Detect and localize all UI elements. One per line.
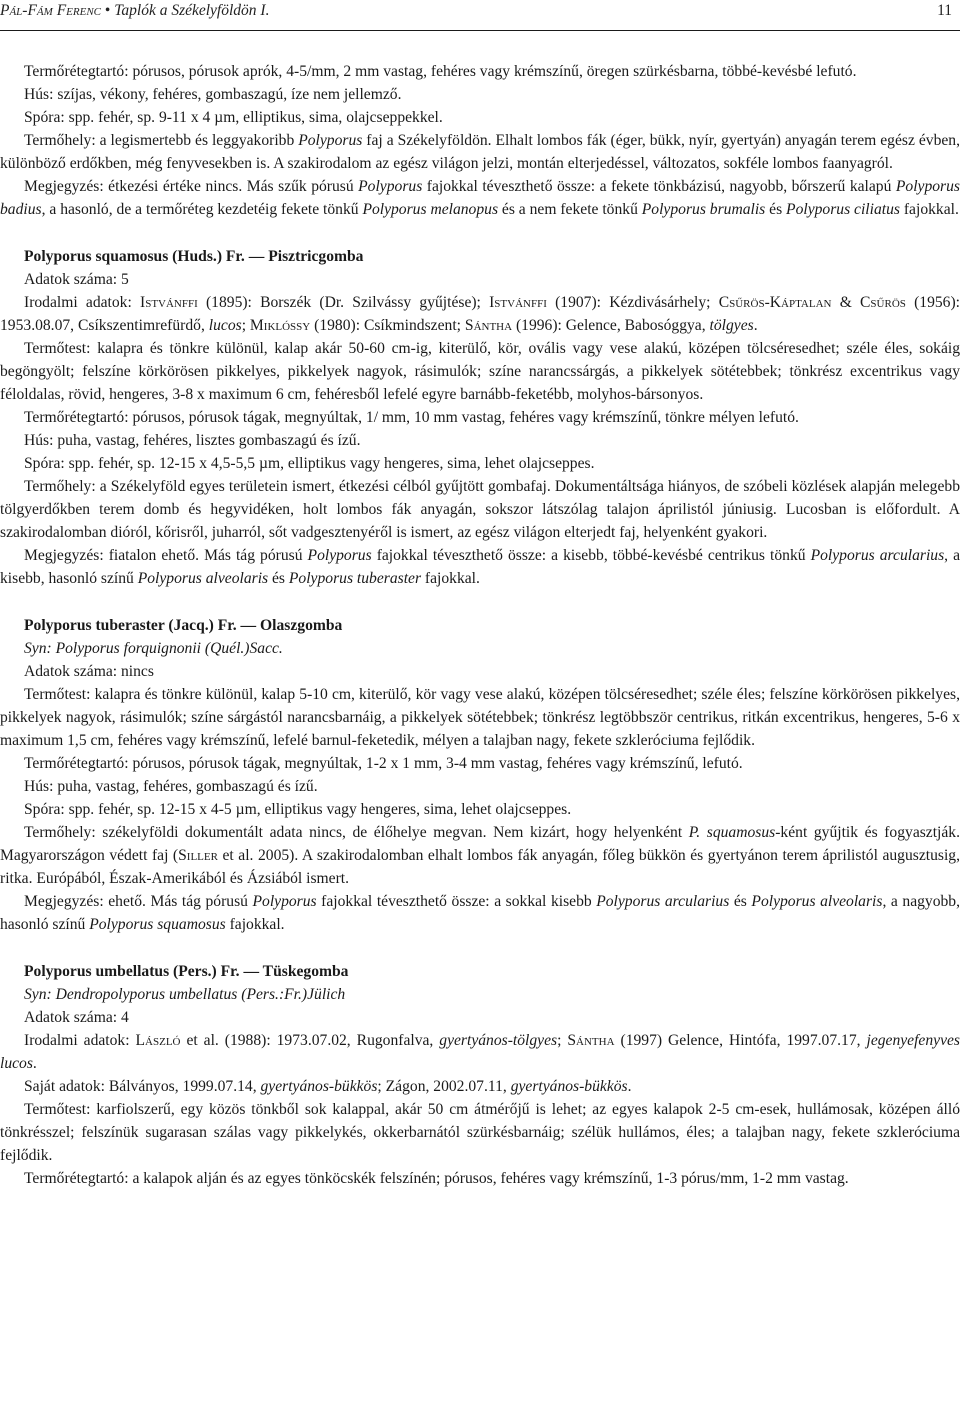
- habitat: gyertyános-bükkös: [260, 1078, 378, 1095]
- text: et al. 2005). A szakirodalomban elhalt lombos fák anyagán, főleg bükkön és gyertyánon terem áprilistól augusztusig, ritka. Európából, Észak-Amerikából és Ázsiából ismert.: [0, 847, 960, 887]
- paragraph-termotest: [0, 1098, 960, 1167]
- label: Spóra: [24, 801, 61, 818]
- paragraph-irodalmi: [0, 1029, 960, 1075]
- text: .: [627, 1078, 632, 1095]
- habitat: tölgyes: [709, 317, 754, 334]
- label: Spóra: [24, 109, 61, 126]
- paragraph-termoreteg: [0, 406, 960, 429]
- text: ;: [557, 1032, 568, 1049]
- text: : Bálványos, 1999.07.14,: [100, 1078, 261, 1095]
- paragraph-termotest: [0, 683, 960, 752]
- text: (1980): Csíkmindszent;: [310, 317, 465, 334]
- text: : étkezési értéke nincs. Más szűk pórusú: [99, 178, 359, 195]
- species-heading-tuberaster: Polyporus tuberaster (Jacq.) Fr. — Olaszgomba: [24, 617, 343, 634]
- text: : szíjas, vékony, fehéres, gombaszagú, íze nem jellemző.: [49, 86, 402, 103]
- author-name: Sántha: [464, 317, 513, 334]
- species-name: P. squamosus: [688, 824, 776, 841]
- species-name: Polyporus brumalis: [641, 201, 766, 218]
- text: fajokkal.: [225, 916, 285, 933]
- text: : puha, vastag, fehéres, lisztes gombaszagú és ízű.: [49, 432, 361, 449]
- label: Adatok száma: [24, 663, 113, 680]
- species-name: Polyporus: [298, 132, 363, 149]
- text: : karfiolszerű, egy közös tönkből sok kalappal, akár 50 cm átmérőjű is lehet; az egyes kalapok 2-5 cm-esek, hullámosak, középen álló tönkrésszel; felszínük sugarasan szálas vagy pikkelykés, okkerbarnától szürkésbarnáig; szélük hullámos, éles; a talajban nagy, fekete szkleróciuma fejlődik.: [0, 1101, 960, 1164]
- paragraph-hus: [0, 83, 960, 106]
- paragraph-adatok: [0, 1006, 960, 1029]
- text: fajokkal téveszthető össze: a kisebb, többé-kevésbé centrikus tönkű: [371, 547, 811, 564]
- paragraph-adatok: [0, 660, 960, 683]
- section-gap: [0, 936, 960, 960]
- text: és: [268, 570, 289, 587]
- text: : nincs: [112, 663, 154, 680]
- text: :: [125, 1032, 136, 1049]
- text: : pórusos, pórusok tágak, megnyúltak, 1-2 x 1 mm, 3-4 mm vastag, fehéres vagy krémszínű, lefutó.: [124, 755, 743, 772]
- header-author: Pál-Fám Ferenc: [0, 2, 101, 19]
- author-name: Csűrös-Káptalan & Csűrös: [718, 294, 906, 311]
- label: Megjegyzés: [24, 178, 100, 195]
- species-name: Polyporus: [252, 893, 317, 910]
- text: (1996): Gelence, Babosóggya,: [512, 317, 710, 334]
- text: és: [729, 893, 752, 910]
- text: :: [127, 294, 141, 311]
- text: : kalapra és tönkre különül, kalap akár 50-60 cm-ig, kiterülő, kör, ovális vagy vese alakú, középen tölcséresedhet; széle éles, sokáig begöngyölt; felszíne körkörösen pikkelyes, pikkelyek nagyok, rásimulók; színe narancssárgás, a pikkelyek sötétebbek; tönkrész excentrikus vagy féloldalas, rövid, hengeres, 3-8 x maximum 6 cm, fehéresből lefelé egyre barnább-feketébb, molyhos-bársonyos.: [0, 340, 960, 403]
- species-name: Polyporus tuberaster: [288, 570, 422, 587]
- text: (1895): Borszék (Dr. Szilvássy gyűjtése);: [197, 294, 490, 311]
- author-name: Siller: [178, 847, 218, 864]
- species-name: Polyporus alveolaris: [751, 893, 883, 910]
- text: fajokkal.: [899, 201, 959, 218]
- author-name: Istvánffi: [489, 294, 547, 311]
- paragraph-irodalmi: [0, 291, 960, 337]
- species-name: Polyporus alveolaris: [137, 570, 269, 587]
- text: (1907): Kézdivásárhely;: [546, 294, 719, 311]
- species-heading-squamosus: Polyporus squamosus (Huds.) Fr. — Pisztricgomba: [24, 248, 364, 265]
- text: : 5: [112, 271, 129, 288]
- paragraph-termotest: [0, 337, 960, 406]
- label: Termőhely: [24, 824, 92, 841]
- label: Megjegyzés: [24, 893, 100, 910]
- paragraph-termoreteg: [0, 60, 960, 83]
- paragraph-sajat: [0, 1075, 960, 1098]
- species-name: Polyporus: [358, 178, 423, 195]
- header-rule: [0, 30, 960, 31]
- paragraph-adatok: [0, 268, 960, 291]
- text: fajokkal.: [421, 570, 480, 587]
- synonym: [0, 637, 960, 660]
- text: : 4: [112, 1009, 129, 1026]
- paragraph-termoreteg: [0, 1167, 960, 1190]
- label: Irodalmi adatok: [24, 1032, 126, 1049]
- label: Spóra: [24, 455, 61, 472]
- text: : a kalapok alján és az egyes tönköcskék felszínén; pórusos, fehéres vagy krémszínű, 1-3 pórus/mm, 1-2 mm vastag.: [124, 1170, 849, 1187]
- label: Hús: [24, 86, 50, 103]
- paragraph-megjegyzes: [0, 544, 960, 590]
- species-name: Polyporus: [307, 547, 372, 564]
- paragraph-termoreteg: [0, 752, 960, 775]
- text: .: [753, 317, 758, 334]
- label: Termőrétegtartó: [24, 63, 125, 80]
- label: Termőrétegtartó: [24, 1170, 125, 1187]
- author-name: Istvánffi: [140, 294, 198, 311]
- page-number: 11: [937, 2, 952, 19]
- text: , a nagyobb, hasonló színű: [0, 893, 960, 933]
- paragraph-termohely: [0, 475, 960, 544]
- author-name: Sántha: [567, 1032, 615, 1049]
- text: fajokkal téveszthető össze: a fekete tönkbázisú, nagyobb, bőrszerű kalapú: [422, 178, 896, 195]
- habitat: lucos: [208, 317, 242, 334]
- text: és: [765, 201, 787, 218]
- text: et al. (1988): 1973.07.02, Rugonfalva,: [180, 1032, 440, 1049]
- species-name: Polyporus arcularius: [810, 547, 945, 564]
- label: Termőrétegtartó: [24, 755, 125, 772]
- label: Termőtest: [24, 1101, 87, 1118]
- label: Termőhely: [24, 132, 92, 149]
- label: Adatok száma: [24, 271, 113, 288]
- label: Termőhely: [24, 478, 92, 495]
- paragraph-megjegyzes: [0, 890, 960, 936]
- paragraph-spora: [0, 798, 960, 821]
- running-header: [0, 0, 960, 22]
- species-name: Polyporus badius: [0, 178, 960, 218]
- text: : pórusos, pórusok tágak, megnyúltak, 1/ mm, 10 mm vastag, fehéres vagy krémszínű, tönkre mélyen lefutó.: [124, 409, 799, 426]
- text: ;: [241, 317, 250, 334]
- text: : puha, vastag, fehéres, gombaszagú és ízű.: [49, 778, 318, 795]
- author-name: László: [135, 1032, 181, 1049]
- page-body: [0, 60, 960, 1190]
- label: Adatok száma: [24, 1009, 113, 1026]
- paragraph-termohely: [0, 129, 960, 175]
- paragraph-spora: [0, 452, 960, 475]
- text: (1997) Gelence, Hintófa, 1997.07.17,: [614, 1032, 867, 1049]
- species-name: Polyporus melanopus: [362, 201, 499, 218]
- text: (1956): 1953.08.07, Csíkszentimrefürdő,: [0, 294, 960, 334]
- paragraph-spora: [0, 106, 960, 129]
- species-name: Polyporus squamosus: [89, 916, 226, 933]
- text: : spp. fehér, sp. 9-11 x 4 µm, elliptikus, sima, olajcseppekkel.: [60, 109, 443, 126]
- text: fajokkal téveszthető össze: a sokkal kisebb: [316, 893, 597, 910]
- text: , a kisebb, hasonló színű: [0, 547, 960, 587]
- text: : a legismertebb és leggyakoribb: [91, 132, 299, 149]
- header-book-title: Taplók a Székelyföldön I.: [114, 2, 270, 19]
- label: Hús: [24, 778, 50, 795]
- label: Hús: [24, 432, 50, 449]
- synonym-text: Syn: Polyporus forquignonii (Quél.)Sacc.: [24, 640, 283, 657]
- text: : székelyföldi dokumentált adata nincs, de élőhelye megvan. Nem kizárt, hogy helyenként: [91, 824, 689, 841]
- text: : a Székelyföld egyes területein ismert, étkezési célból gyűjtött gombafaj. Dokumentáltsága hiányos, de szóbeli közlések alapján melegebb tölgyerdőkben terem domb és hegyvidéken, holt lombos fák anyagán, sokszor látszólag talajon áprilistól júniusig. Lucosban is előfordult. A szakirodalomban dióról, kőrisről, juharról, sőt vadgesztenyéről is ismert, az egész világon elterjedt faj, helyenként gyakori.: [0, 478, 960, 541]
- text: .: [32, 1055, 37, 1072]
- text: : pórusos, pórusok aprók, 4-5/mm, 2 mm vastag, fehéres vagy krémszínű, öregen szürkésbarna, többé-kevésbé lefutó.: [124, 63, 857, 80]
- paragraph-megjegyzes: [0, 175, 960, 221]
- label: Termőtest: [24, 340, 87, 357]
- text: : fiatalon ehető. Más tág pórusú: [99, 547, 308, 564]
- habitat: gyertyános-bükkös: [510, 1078, 628, 1095]
- section-gap: [0, 221, 960, 245]
- text: -ként gyűjtik és fogyasztják. Magyarországon védett faj (: [0, 824, 960, 864]
- author-name: Miklóssy: [249, 317, 311, 334]
- habitat: jegenyefenyves lucos: [0, 1032, 960, 1072]
- label: Megjegyzés: [24, 547, 100, 564]
- species-heading-umbellatus: Polyporus umbellatus (Pers.) Fr. — Tüskegomba: [24, 963, 349, 980]
- paragraph-termohely: [0, 821, 960, 890]
- text: : spp. fehér, sp. 12-15 x 4-5 µm, elliptikus vagy hengeres, sima, lehet olajcseppes.: [60, 801, 572, 818]
- text: : spp. fehér, sp. 12-15 x 4,5-5,5 µm, elliptikus vagy hengeres, sima, lehet olajcseppes.: [60, 455, 595, 472]
- paragraph-hus: [0, 429, 960, 452]
- text: faj a Székelyföldön. Elhalt lombos fák (éger, bükk, nyír, gyertyán) anyagán terem egész évben, különböző erdőkben, még fenyvesekben is. A szakirodalom az egész világon jelzi, montán elterjedéssel, változatos, sokféle lombos faanyagról.: [0, 132, 960, 172]
- label: Termőtest: [24, 686, 87, 703]
- paragraph-hus: [0, 775, 960, 798]
- species-name: Polyporus ciliatus: [786, 201, 900, 218]
- header-bullet: •: [104, 2, 111, 19]
- habitat: gyertyános-tölgyes: [439, 1032, 558, 1049]
- species-name: Polyporus arcularius: [596, 893, 730, 910]
- text: és a nem fekete tönkű: [498, 201, 642, 218]
- synonym-text: Syn: Dendropolyporus umbellatus (Pers.:Fr.)Jülich: [24, 986, 346, 1003]
- text: : kalapra és tönkre különül, kalap 5-10 cm, kiterülő, kör vagy vese alakú, középen tölcséresedhet; széle éles; felszíne körkörösen pikkelyes, pikkelyek nagyok, rásimulók; színe sárgástól narancsbarnáig, a pikkelyek sötétebbek; tönkrész legtöbbször centrikus, ritkán excentrikus, hengeres, 5-6 x maximum 1,5 cm, fehéres vagy krémszínű, lefelé barnul-feketedik, mélyen a talajban nagy, fekete szkleróciuma fejlődik.: [0, 686, 960, 749]
- text: : ehető. Más tág pórusú: [99, 893, 253, 910]
- label: Termőrétegtartó: [24, 409, 125, 426]
- label: Saját adatok: [24, 1078, 101, 1095]
- section-gap: [0, 590, 960, 614]
- text: , a hasonló, de a termőréteg kezdetéig fekete tönkű: [41, 201, 363, 218]
- synonym: [0, 983, 960, 1006]
- text: ; Zágon, 2002.07.11,: [377, 1078, 511, 1095]
- label: Irodalmi adatok: [24, 294, 128, 311]
